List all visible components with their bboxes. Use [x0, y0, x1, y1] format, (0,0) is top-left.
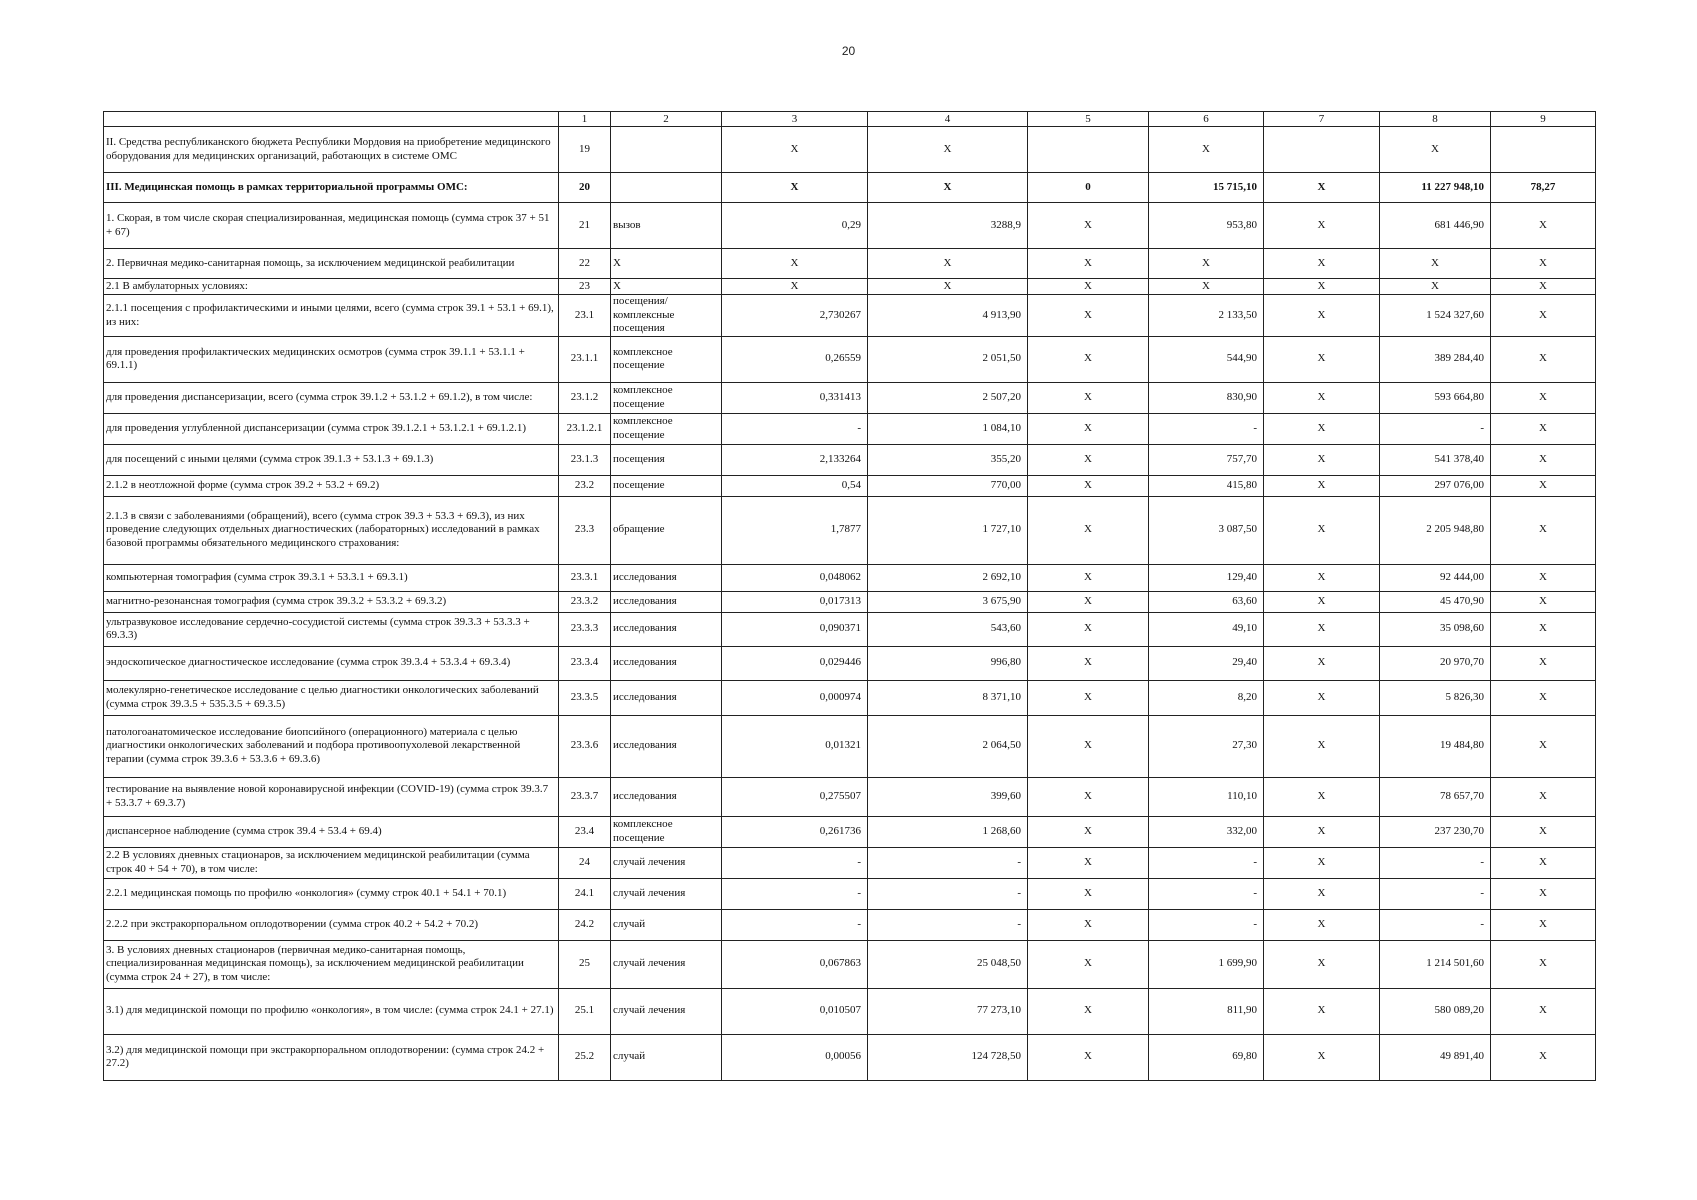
row-number-cell: 23 — [559, 279, 611, 295]
value-cell-col9: X — [1491, 878, 1596, 909]
value-cell-col7: X — [1264, 715, 1380, 777]
value-cell-col9: X — [1491, 382, 1596, 413]
header-cell: 1 — [559, 112, 611, 127]
value-cell-col8: 20 970,70 — [1380, 646, 1491, 680]
value-cell-col5: X — [1028, 988, 1149, 1034]
value-cell-col3: 0,26559 — [722, 336, 868, 382]
value-cell-col5: X — [1028, 680, 1149, 715]
value-cell-col6: 830,90 — [1149, 382, 1264, 413]
value-cell-col8: 45 470,90 — [1380, 591, 1491, 612]
row-label-cell: компьютерная томография (сумма строк 39.3.1 + 53.3.1 + 69.3.1) — [104, 564, 559, 591]
value-cell-col9: X — [1491, 646, 1596, 680]
value-cell-col8: 2 205 948,80 — [1380, 496, 1491, 564]
value-cell-col3: X — [722, 173, 868, 203]
value-cell-col6: X — [1149, 249, 1264, 279]
row-number-cell: 24.1 — [559, 878, 611, 909]
value-cell-col8: 11 227 948,10 — [1380, 173, 1491, 203]
value-cell-col7: X — [1264, 909, 1380, 940]
table-row — [104, 646, 1596, 680]
row-number-cell: 23.2 — [559, 475, 611, 496]
value-cell-col8: - — [1380, 413, 1491, 444]
value-cell-col4: X — [868, 173, 1028, 203]
row-number-cell: 23.1.2 — [559, 382, 611, 413]
unit-cell: комплексное посещение — [611, 382, 722, 413]
value-cell-col5: X — [1028, 295, 1149, 336]
value-cell-col9: X — [1491, 295, 1596, 336]
value-cell-col4: 77 273,10 — [868, 988, 1028, 1034]
value-cell-col6: 29,40 — [1149, 646, 1264, 680]
value-cell-col7: X — [1264, 295, 1380, 336]
row-number-cell: 24 — [559, 847, 611, 878]
value-cell-col7: X — [1264, 475, 1380, 496]
value-cell-col8: - — [1380, 878, 1491, 909]
value-cell-col5: X — [1028, 591, 1149, 612]
value-cell-col6: - — [1149, 909, 1264, 940]
value-cell-col5: X — [1028, 646, 1149, 680]
value-cell-col7: X — [1264, 680, 1380, 715]
value-cell-col8: - — [1380, 847, 1491, 878]
row-label-cell: 2.2.2 при экстракорпоральном оплодотворении (сумма строк 40.2 + 54.2 + 70.2) — [104, 909, 559, 940]
value-cell-col9: X — [1491, 847, 1596, 878]
value-cell-col9: X — [1491, 940, 1596, 988]
value-cell-col9: X — [1491, 336, 1596, 382]
value-cell-col7: X — [1264, 496, 1380, 564]
value-cell-col4: 1 084,10 — [868, 413, 1028, 444]
table-row — [104, 496, 1596, 564]
value-cell-col3: 0,00056 — [722, 1034, 868, 1080]
value-cell-col4: 8 371,10 — [868, 680, 1028, 715]
row-label-cell: 2.1.3 в связи с заболеваниями (обращений), всего (сумма строк 39.3 + 53.3 + 69.3), из них проведение следующих отдельных диагностических (лабораторных) исследований в рамках базовой программы обязательного медицинского страхования: — [104, 496, 559, 564]
value-cell-col6: - — [1149, 878, 1264, 909]
row-label-cell: 2.2.1 медицинская помощь по профилю «онкология» (сумму строк 40.1 + 54.1 + 70.1) — [104, 878, 559, 909]
table-row — [104, 173, 1596, 203]
value-cell-col3: 0,261736 — [722, 816, 868, 847]
value-cell-col7 — [1264, 127, 1380, 173]
value-cell-col7: X — [1264, 591, 1380, 612]
value-cell-col6: 332,00 — [1149, 816, 1264, 847]
value-cell-col6: 15 715,10 — [1149, 173, 1264, 203]
value-cell-col3: 0,067863 — [722, 940, 868, 988]
value-cell-col8: 1 214 501,60 — [1380, 940, 1491, 988]
value-cell-col4: 3 675,90 — [868, 591, 1028, 612]
table-row — [104, 988, 1596, 1034]
table-row — [104, 715, 1596, 777]
value-cell-col8: 19 484,80 — [1380, 715, 1491, 777]
unit-cell: посещения/комплексные посещения — [611, 295, 722, 336]
value-cell-col3: 0,029446 — [722, 646, 868, 680]
value-cell-col9: X — [1491, 612, 1596, 646]
unit-cell: X — [611, 249, 722, 279]
unit-cell: случай лечения — [611, 988, 722, 1034]
value-cell-col3: 0,29 — [722, 203, 868, 249]
row-label-cell: для проведения профилактических медицинских осмотров (сумма строк 39.1.1 + 53.1.1 + 69.1.1) — [104, 336, 559, 382]
header-cell: 9 — [1491, 112, 1596, 127]
unit-cell: случай — [611, 909, 722, 940]
table-row — [104, 564, 1596, 591]
row-label-cell: тестирование на выявление новой коронавирусной инфекции (COVID-19) (сумма строк 39.3.7 + 53.3.7 + 69.3.7) — [104, 777, 559, 816]
value-cell-col5: X — [1028, 816, 1149, 847]
value-cell-col6: 27,30 — [1149, 715, 1264, 777]
unit-cell: X — [611, 279, 722, 295]
value-cell-col4: 2 051,50 — [868, 336, 1028, 382]
value-cell-col5: X — [1028, 413, 1149, 444]
unit-cell: случай лечения — [611, 847, 722, 878]
row-number-cell: 23.3.1 — [559, 564, 611, 591]
value-cell-col5: X — [1028, 249, 1149, 279]
row-label-cell: 2.1.1 посещения с профилактическими и иными целями, всего (сумма строк 39.1 + 53.1 + 69.1), из них: — [104, 295, 559, 336]
value-cell-col3: - — [722, 847, 868, 878]
value-cell-col3: 0,275507 — [722, 777, 868, 816]
value-cell-col7: X — [1264, 816, 1380, 847]
table-row — [104, 591, 1596, 612]
value-cell-col8: 78 657,70 — [1380, 777, 1491, 816]
value-cell-col5: X — [1028, 777, 1149, 816]
unit-cell: посещение — [611, 475, 722, 496]
value-cell-col3: 0,331413 — [722, 382, 868, 413]
value-cell-col8: 297 076,00 — [1380, 475, 1491, 496]
table-row — [104, 909, 1596, 940]
row-number-cell: 23.3.3 — [559, 612, 611, 646]
value-cell-col9: X — [1491, 1034, 1596, 1080]
value-cell-col8: 389 284,40 — [1380, 336, 1491, 382]
column-number-row — [104, 112, 1596, 127]
row-label-cell: 3. В условиях дневных стационаров (первичная медико-санитарная помощь, специализированная медицинская помощь), за исключением медицинской реабилитации (сумма строк 24 + 27), в том числе: — [104, 940, 559, 988]
value-cell-col8: X — [1380, 127, 1491, 173]
value-cell-col6: 69,80 — [1149, 1034, 1264, 1080]
row-label-cell: для проведения диспансеризации, всего (сумма строк 39.1.2 + 53.1.2 + 69.1.2), в том числе: — [104, 382, 559, 413]
value-cell-col7: X — [1264, 878, 1380, 909]
row-number-cell: 23.3.5 — [559, 680, 611, 715]
table-row — [104, 203, 1596, 249]
value-cell-col3: 0,048062 — [722, 564, 868, 591]
row-number-cell: 25.2 — [559, 1034, 611, 1080]
row-number-cell: 20 — [559, 173, 611, 203]
value-cell-col7: X — [1264, 646, 1380, 680]
value-cell-col6: 811,90 — [1149, 988, 1264, 1034]
row-number-cell: 24.2 — [559, 909, 611, 940]
header-cell: 4 — [868, 112, 1028, 127]
value-cell-col4: 399,60 — [868, 777, 1028, 816]
value-cell-col4: 1 727,10 — [868, 496, 1028, 564]
value-cell-col3: 0,54 — [722, 475, 868, 496]
row-label-cell: диспансерное наблюдение (сумма строк 39.4 + 53.4 + 69.4) — [104, 816, 559, 847]
value-cell-col7: X — [1264, 382, 1380, 413]
value-cell-col6: 415,80 — [1149, 475, 1264, 496]
value-cell-col9: X — [1491, 909, 1596, 940]
table-row — [104, 878, 1596, 909]
header-cell: 7 — [1264, 112, 1380, 127]
value-cell-col4: 2 064,50 — [868, 715, 1028, 777]
row-label-cell: молекулярно-генетическое исследование с целью диагностики онкологических заболеваний (сумма строк 39.3.5 + 535.3.5 + 69.3.5) — [104, 680, 559, 715]
row-label-cell: 1. Скорая, в том числе скорая специализированная, медицинская помощь (сумма строк 37 + 51 + 67) — [104, 203, 559, 249]
row-number-cell: 23.1.1 — [559, 336, 611, 382]
value-cell-col4: X — [868, 249, 1028, 279]
value-cell-col7: X — [1264, 249, 1380, 279]
value-cell-col6: 49,10 — [1149, 612, 1264, 646]
value-cell-col7: X — [1264, 777, 1380, 816]
value-cell-col5: X — [1028, 1034, 1149, 1080]
value-cell-col5: X — [1028, 878, 1149, 909]
table-row — [104, 612, 1596, 646]
row-label-cell: ультразвуковое исследование сердечно-сосудистой системы (сумма строк 39.3.3 + 53.3.3 + 69.3.3) — [104, 612, 559, 646]
unit-cell: исследования — [611, 646, 722, 680]
value-cell-col6: 63,60 — [1149, 591, 1264, 612]
value-cell-col5: X — [1028, 279, 1149, 295]
value-cell-col4: 2 507,20 — [868, 382, 1028, 413]
value-cell-col6: - — [1149, 413, 1264, 444]
value-cell-col4: 4 913,90 — [868, 295, 1028, 336]
value-cell-col4: 770,00 — [868, 475, 1028, 496]
unit-cell: комплексное посещение — [611, 336, 722, 382]
unit-cell: исследования — [611, 564, 722, 591]
value-cell-col6: 544,90 — [1149, 336, 1264, 382]
value-cell-col5: X — [1028, 475, 1149, 496]
value-cell-col5: X — [1028, 496, 1149, 564]
table-row — [104, 279, 1596, 295]
value-cell-col7: X — [1264, 279, 1380, 295]
value-cell-col9: X — [1491, 475, 1596, 496]
value-cell-col7: X — [1264, 413, 1380, 444]
header-cell: 2 — [611, 112, 722, 127]
value-cell-col4: 543,60 — [868, 612, 1028, 646]
value-cell-col5: X — [1028, 336, 1149, 382]
value-cell-col8: 580 089,20 — [1380, 988, 1491, 1034]
row-number-cell: 23.3.6 — [559, 715, 611, 777]
value-cell-col5: X — [1028, 715, 1149, 777]
value-cell-col5: X — [1028, 940, 1149, 988]
value-cell-col9 — [1491, 127, 1596, 173]
value-cell-col4: X — [868, 279, 1028, 295]
row-number-cell: 23.3.4 — [559, 646, 611, 680]
value-cell-col3: - — [722, 909, 868, 940]
value-cell-col8: 92 444,00 — [1380, 564, 1491, 591]
row-label-cell: 2.1.2 в неотложной форме (сумма строк 39.2 + 53.2 + 69.2) — [104, 475, 559, 496]
value-cell-col8: 681 446,90 — [1380, 203, 1491, 249]
value-cell-col4: 124 728,50 — [868, 1034, 1028, 1080]
value-cell-col6: X — [1149, 279, 1264, 295]
value-cell-col7: X — [1264, 564, 1380, 591]
unit-cell — [611, 127, 722, 173]
value-cell-col3: X — [722, 127, 868, 173]
value-cell-col7: X — [1264, 940, 1380, 988]
value-cell-col8: X — [1380, 249, 1491, 279]
table-row — [104, 777, 1596, 816]
unit-cell: исследования — [611, 715, 722, 777]
row-label-cell: 3.2) для медицинской помощи при экстракорпоральном оплодотворении: (сумма строк 24.2 + 27.2) — [104, 1034, 559, 1080]
table-row — [104, 382, 1596, 413]
header-cell: 6 — [1149, 112, 1264, 127]
value-cell-col5: X — [1028, 612, 1149, 646]
unit-cell: обращение — [611, 496, 722, 564]
row-label-cell: III. Медицинская помощь в рамках территориальной программы ОМС: — [104, 173, 559, 203]
value-cell-col4: - — [868, 878, 1028, 909]
value-cell-col6: 757,70 — [1149, 444, 1264, 475]
row-number-cell: 23.3.2 — [559, 591, 611, 612]
page-number: 20 — [841, 44, 856, 58]
table-row — [104, 940, 1596, 988]
value-cell-col6: 8,20 — [1149, 680, 1264, 715]
table-row — [104, 413, 1596, 444]
row-label-cell: эндоскопическое диагностическое исследование (сумма строк 39.3.4 + 53.3.4 + 69.3.4) — [104, 646, 559, 680]
value-cell-col5 — [1028, 127, 1149, 173]
value-cell-col4: 355,20 — [868, 444, 1028, 475]
unit-cell: комплексное посещение — [611, 816, 722, 847]
table-row — [104, 475, 1596, 496]
value-cell-col4: 1 268,60 — [868, 816, 1028, 847]
value-cell-col4: 25 048,50 — [868, 940, 1028, 988]
value-cell-col3: 2,730267 — [722, 295, 868, 336]
value-cell-col9: X — [1491, 203, 1596, 249]
value-cell-col3: - — [722, 878, 868, 909]
value-cell-col6: - — [1149, 847, 1264, 878]
table-row — [104, 680, 1596, 715]
value-cell-col6: 1 699,90 — [1149, 940, 1264, 988]
table-row — [104, 249, 1596, 279]
value-cell-col8: 49 891,40 — [1380, 1034, 1491, 1080]
row-number-cell: 23.4 — [559, 816, 611, 847]
header-cell: 5 — [1028, 112, 1149, 127]
value-cell-col7: X — [1264, 988, 1380, 1034]
row-number-cell: 21 — [559, 203, 611, 249]
header-cell — [104, 112, 559, 127]
value-cell-col4: - — [868, 847, 1028, 878]
value-cell-col8: 1 524 327,60 — [1380, 295, 1491, 336]
value-cell-col9: X — [1491, 413, 1596, 444]
value-cell-col4: 3288,9 — [868, 203, 1028, 249]
value-cell-col6: 953,80 — [1149, 203, 1264, 249]
value-cell-col4: 996,80 — [868, 646, 1028, 680]
row-label-cell: 2. Первичная медико-санитарная помощь, за исключением медицинской реабилитации — [104, 249, 559, 279]
header-cell: 3 — [722, 112, 868, 127]
value-cell-col7: X — [1264, 1034, 1380, 1080]
value-cell-col8: X — [1380, 279, 1491, 295]
value-cell-col6: 110,10 — [1149, 777, 1264, 816]
value-cell-col8: 35 098,60 — [1380, 612, 1491, 646]
value-cell-col9: X — [1491, 591, 1596, 612]
value-cell-col5: X — [1028, 203, 1149, 249]
unit-cell: случай — [611, 1034, 722, 1080]
value-cell-col3: 0,090371 — [722, 612, 868, 646]
row-label-cell: 2.2 В условиях дневных стационаров, за исключением медицинской реабилитации (сумма строк 40 + 54 + 70), в том числе: — [104, 847, 559, 878]
value-cell-col9: X — [1491, 777, 1596, 816]
row-number-cell: 23.3.7 — [559, 777, 611, 816]
table-row — [104, 1034, 1596, 1080]
unit-cell: случай лечения — [611, 878, 722, 909]
value-cell-col3: X — [722, 249, 868, 279]
unit-cell: исследования — [611, 591, 722, 612]
table-row — [104, 816, 1596, 847]
row-number-cell: 23.1.3 — [559, 444, 611, 475]
value-cell-col9: X — [1491, 279, 1596, 295]
table-row — [104, 295, 1596, 336]
value-cell-col6: 129,40 — [1149, 564, 1264, 591]
value-cell-col3: 0,017313 — [722, 591, 868, 612]
value-cell-col5: X — [1028, 564, 1149, 591]
data-table — [103, 111, 1596, 1081]
unit-cell: комплексное посещение — [611, 413, 722, 444]
row-label-cell: патологоанатомическое исследование биопсийного (операционного) материала с целью диагностики онкологических заболеваний и подбора противоопухолевой лекарственной терапии (сумма строк 39.3.6 + 53.3.6 + 69.3.6) — [104, 715, 559, 777]
value-cell-col9: X — [1491, 680, 1596, 715]
value-cell-col8: 593 664,80 — [1380, 382, 1491, 413]
value-cell-col6: 3 087,50 — [1149, 496, 1264, 564]
value-cell-col7: X — [1264, 444, 1380, 475]
row-number-cell: 25.1 — [559, 988, 611, 1034]
value-cell-col9: X — [1491, 715, 1596, 777]
row-label-cell: II. Средства республиканского бюджета Республики Мордовия на приобретение медицинского оборудования для медицинских организаций, работающих в системе ОМС — [104, 127, 559, 173]
row-label-cell: 3.1) для медицинской помощи по профилю «онкология», в том числе: (сумма строк 24.1 + 27.1) — [104, 988, 559, 1034]
value-cell-col9: X — [1491, 249, 1596, 279]
table-row — [104, 336, 1596, 382]
value-cell-col6: X — [1149, 127, 1264, 173]
row-number-cell: 23.3 — [559, 496, 611, 564]
value-cell-col7: X — [1264, 612, 1380, 646]
unit-cell: вызов — [611, 203, 722, 249]
value-cell-col8: 541 378,40 — [1380, 444, 1491, 475]
unit-cell: исследования — [611, 777, 722, 816]
row-number-cell: 23.1.2.1 — [559, 413, 611, 444]
value-cell-col5: X — [1028, 382, 1149, 413]
value-cell-col3: 1,7877 — [722, 496, 868, 564]
row-number-cell: 23.1 — [559, 295, 611, 336]
unit-cell — [611, 173, 722, 203]
value-cell-col9: X — [1491, 564, 1596, 591]
header-cell: 8 — [1380, 112, 1491, 127]
unit-cell: исследования — [611, 612, 722, 646]
unit-cell: посещения — [611, 444, 722, 475]
row-number-cell: 22 — [559, 249, 611, 279]
value-cell-col9: X — [1491, 444, 1596, 475]
value-cell-col9: 78,27 — [1491, 173, 1596, 203]
row-label-cell: магнитно-резонансная томография (сумма строк 39.3.2 + 53.3.2 + 69.3.2) — [104, 591, 559, 612]
value-cell-col5: X — [1028, 444, 1149, 475]
table-row — [104, 127, 1596, 173]
value-cell-col7: X — [1264, 203, 1380, 249]
value-cell-col6: 2 133,50 — [1149, 295, 1264, 336]
value-cell-col3: 0,000974 — [722, 680, 868, 715]
row-label-cell: для проведения углубленной диспансеризации (сумма строк 39.1.2.1 + 53.1.2.1 + 69.1.2.1) — [104, 413, 559, 444]
value-cell-col8: 5 826,30 — [1380, 680, 1491, 715]
value-cell-col4: X — [868, 127, 1028, 173]
value-cell-col3: - — [722, 413, 868, 444]
unit-cell: случай лечения — [611, 940, 722, 988]
row-label-cell: для посещений с иными целями (сумма строк 39.1.3 + 53.1.3 + 69.1.3) — [104, 444, 559, 475]
value-cell-col8: 237 230,70 — [1380, 816, 1491, 847]
value-cell-col3: 0,010507 — [722, 988, 868, 1034]
value-cell-col7: X — [1264, 173, 1380, 203]
value-cell-col5: X — [1028, 909, 1149, 940]
value-cell-col4: 2 692,10 — [868, 564, 1028, 591]
table-row — [104, 847, 1596, 878]
row-number-cell: 19 — [559, 127, 611, 173]
value-cell-col7: X — [1264, 336, 1380, 382]
value-cell-col3: 0,01321 — [722, 715, 868, 777]
value-cell-col5: 0 — [1028, 173, 1149, 203]
value-cell-col9: X — [1491, 988, 1596, 1034]
table-row — [104, 444, 1596, 475]
value-cell-col9: X — [1491, 496, 1596, 564]
unit-cell: исследования — [611, 680, 722, 715]
row-number-cell: 25 — [559, 940, 611, 988]
value-cell-col7: X — [1264, 847, 1380, 878]
value-cell-col3: X — [722, 279, 868, 295]
value-cell-col4: - — [868, 909, 1028, 940]
value-cell-col3: 2,133264 — [722, 444, 868, 475]
value-cell-col9: X — [1491, 816, 1596, 847]
row-label-cell: 2.1 В амбулаторных условиях: — [104, 279, 559, 295]
value-cell-col5: X — [1028, 847, 1149, 878]
value-cell-col8: - — [1380, 909, 1491, 940]
